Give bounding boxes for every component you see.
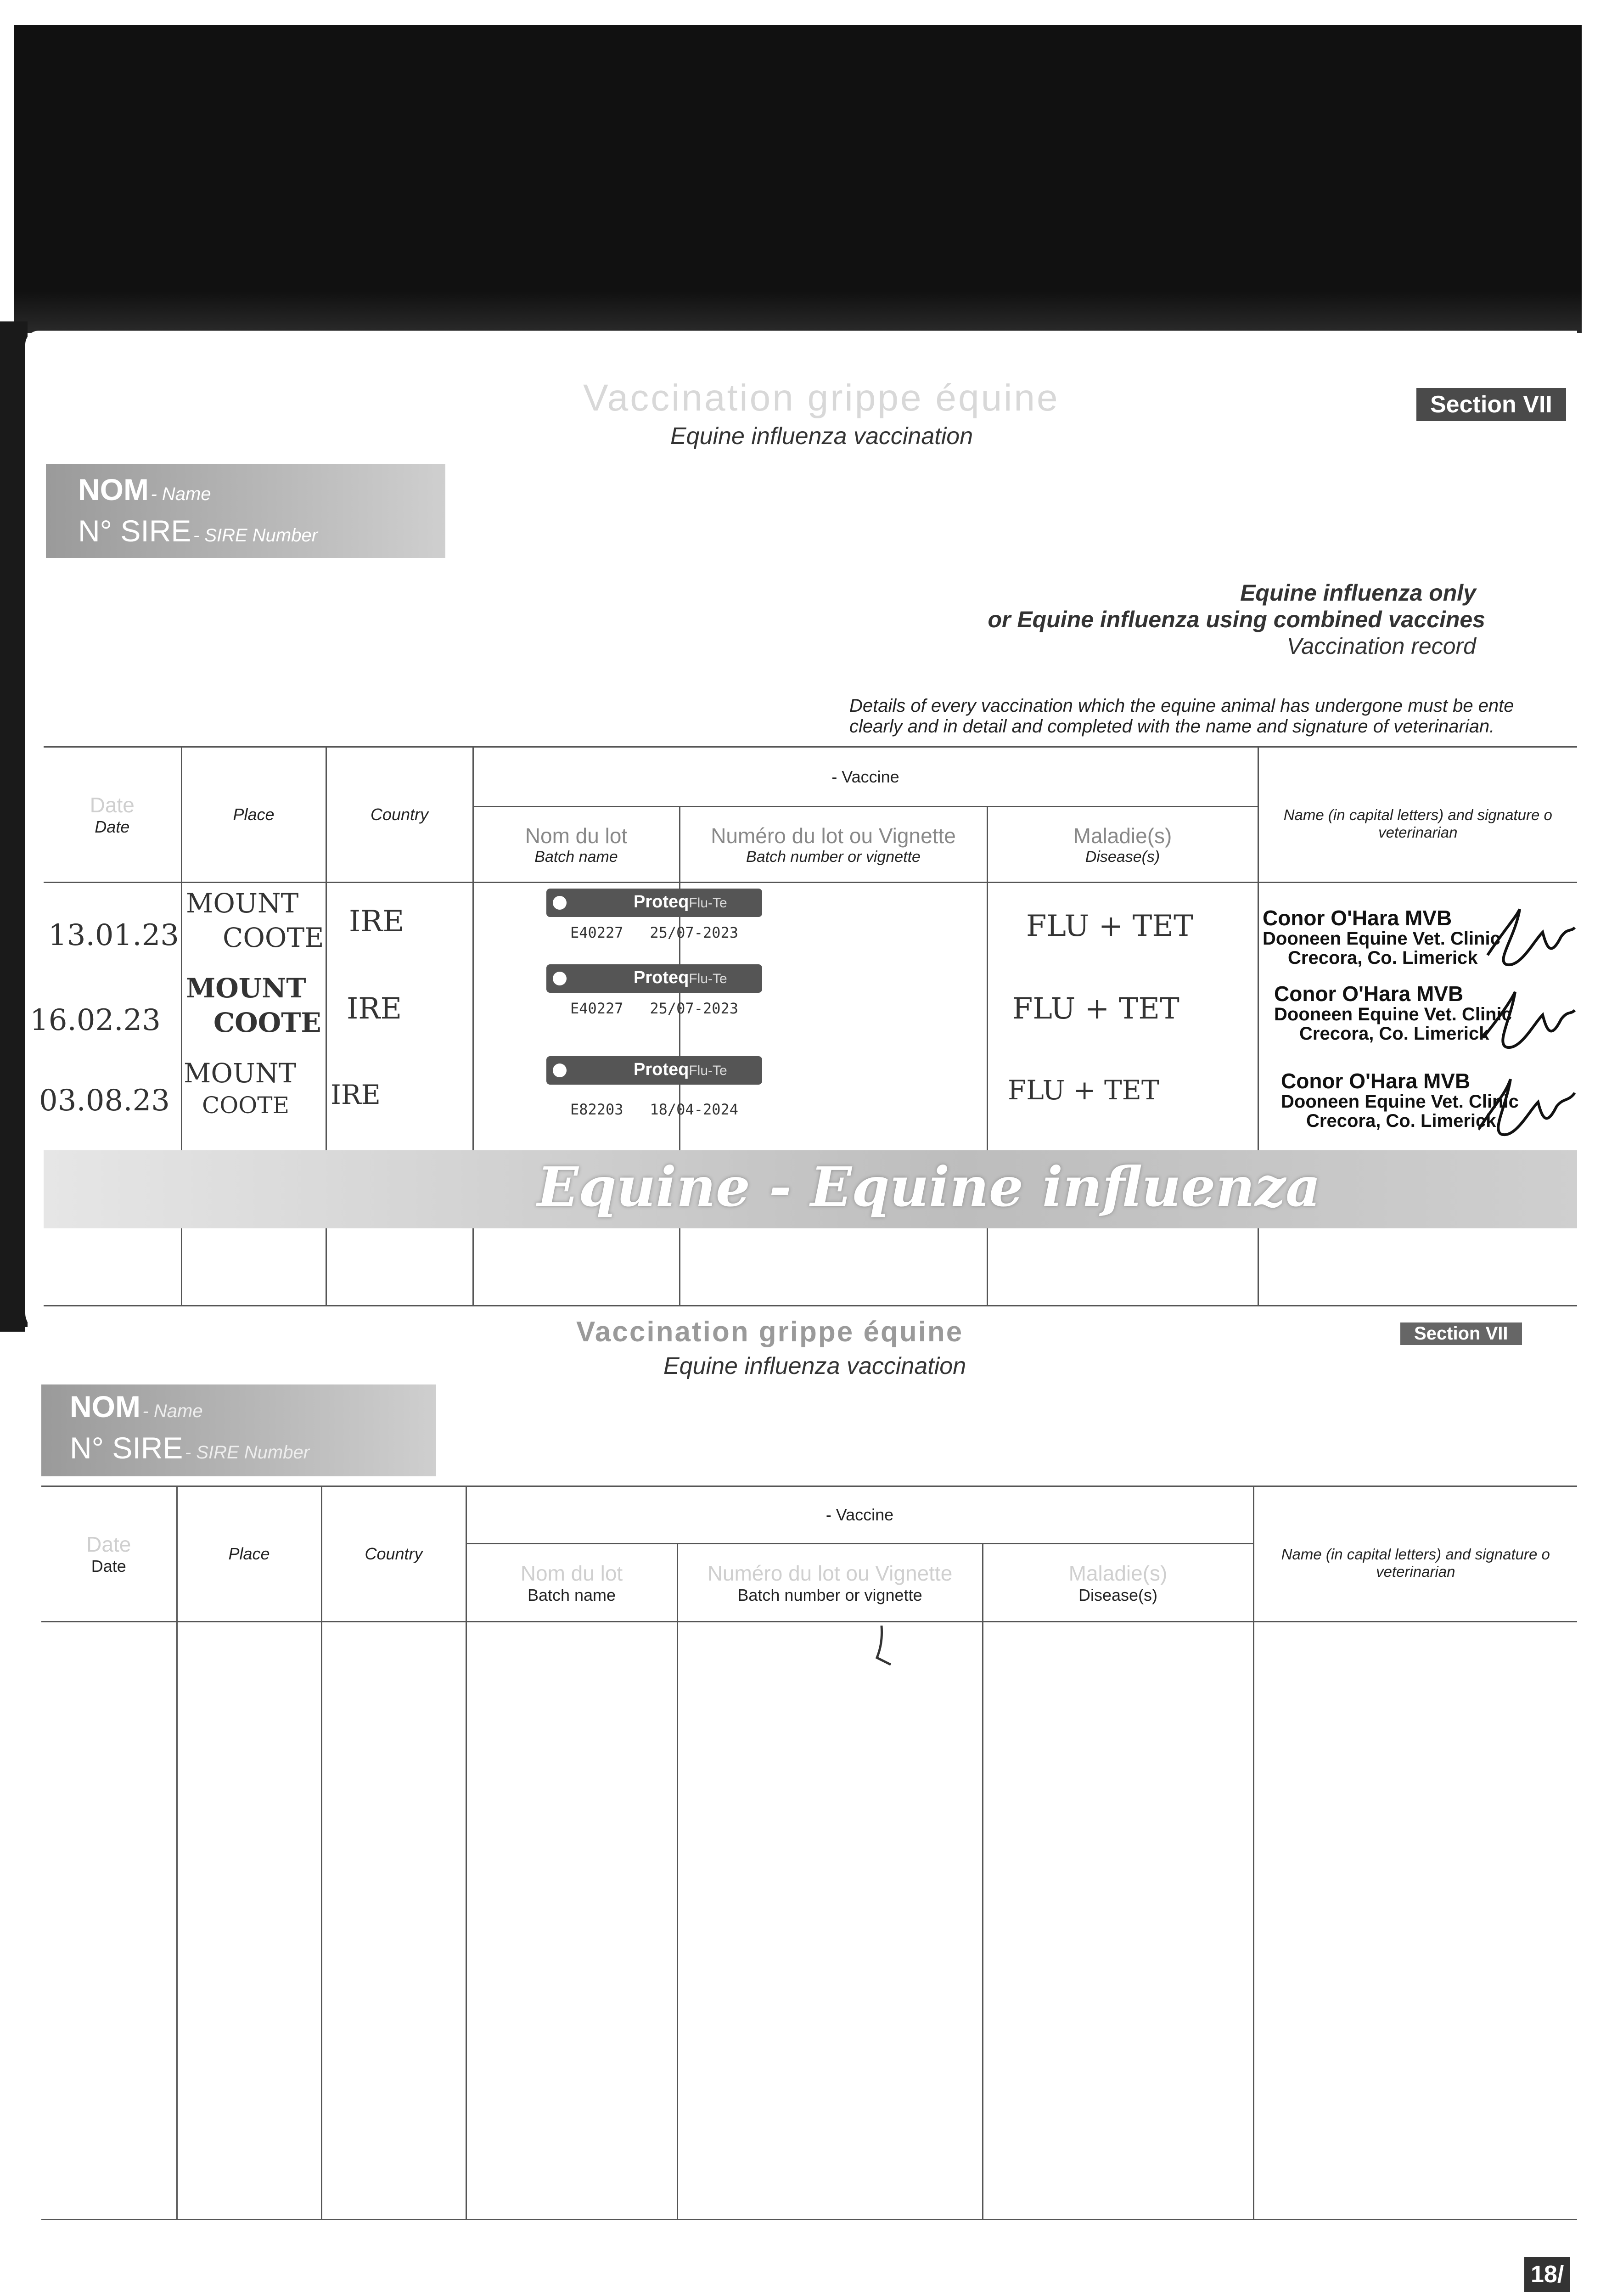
page1-title-fr: Vaccination grippe équine bbox=[583, 377, 1060, 419]
row2-date: 16.02.23 bbox=[30, 1003, 161, 1037]
row1-expiry: 25/07-2023 bbox=[650, 924, 739, 941]
p2-col-veterinarian: Name (in capital letters) and signature o veterinarian bbox=[1253, 1486, 1577, 1622]
page1-section-badge: Section VII bbox=[1416, 388, 1566, 421]
sire-number-label: - SIRE Number bbox=[193, 525, 318, 546]
row2-lot: E40227 bbox=[570, 1000, 623, 1017]
row2-disease: FLU + TET bbox=[1012, 992, 1179, 1026]
scan-dark-top bbox=[14, 25, 1582, 333]
row2-vaccine-label: ProteqFlu-Te E40227 25/07-2023 bbox=[539, 964, 769, 1017]
page2-sire-label: N° SIRE bbox=[70, 1431, 183, 1465]
p2-col-place: Place bbox=[177, 1486, 321, 1622]
page-number: 18/ bbox=[1524, 2257, 1570, 2292]
row1-lot: E40227 bbox=[570, 924, 623, 941]
page2-nom-label: NOM bbox=[70, 1390, 140, 1424]
row3-vet-stamp: Conor O'Hara MVB Dooneen Equine Vet. Clinic Crecora, Co. Limerick bbox=[1281, 1069, 1519, 1131]
record-header bbox=[787, 580, 1485, 659]
record-header-line2-bold: combined vaccines bbox=[1273, 607, 1485, 632]
proteq-logo-icon bbox=[553, 1064, 567, 1077]
row2-country: IRE bbox=[347, 992, 402, 1026]
p2-col-disease: Maladie(s) Disease(s) bbox=[983, 1544, 1253, 1622]
row3-place: MOUNT COOTE bbox=[184, 1058, 297, 1119]
record-header-line2-prefix: or Equine influenza using bbox=[988, 607, 1274, 632]
p2-col-batch-number: Numéro du lot ou Vignette Batch number or vignette bbox=[677, 1544, 983, 1622]
sire-label: N° SIRE bbox=[78, 514, 191, 548]
col-date: Date Date bbox=[44, 747, 181, 883]
page2-name-label: - Name bbox=[142, 1401, 203, 1421]
page2-section-badge: Section VII bbox=[1400, 1322, 1522, 1345]
p2-col-batch-name: Nom du lot Batch name bbox=[466, 1544, 677, 1622]
p2-col-country: Country bbox=[321, 1486, 466, 1622]
page2-title-fr: Vaccination grippe équine bbox=[576, 1316, 964, 1348]
record-header-line1: Equine influenza only bbox=[1240, 580, 1476, 606]
row3-expiry: 18/04-2024 bbox=[650, 1101, 739, 1118]
row1-date: 13.01.23 bbox=[48, 918, 179, 952]
details-text bbox=[849, 696, 1579, 737]
row1-disease: FLU + TET bbox=[1026, 909, 1193, 943]
row3-lot: E82203 bbox=[570, 1101, 623, 1118]
banner-text: Equine - Equine influenza bbox=[537, 1155, 1321, 1219]
col-disease: Maladie(s) Disease(s) bbox=[987, 807, 1258, 883]
row1-vet-stamp: Conor O'Hara MVB Dooneen Equine Vet. Clinic Crecora, Co. Limerick bbox=[1263, 906, 1500, 968]
row1-vaccine-label: ProteqFlu-Te E40227 25/07-2023 bbox=[539, 889, 769, 941]
row1-place: MOUNT COOTE bbox=[186, 888, 324, 954]
name-label: - Name bbox=[151, 484, 211, 504]
row1-country: IRE bbox=[349, 905, 404, 939]
page1-title-en: Equine influenza vaccination bbox=[670, 423, 973, 450]
page2-id-box bbox=[41, 1384, 436, 1476]
row3-disease: FLU + TET bbox=[1008, 1075, 1159, 1106]
row2-vet-stamp: Conor O'Hara MVB Dooneen Equine Vet. Clinic Crecora, Co. Limerick bbox=[1274, 982, 1512, 1044]
row3-date: 03.08.23 bbox=[39, 1084, 170, 1118]
scan-page-edge bbox=[0, 321, 28, 1332]
pen-mark bbox=[868, 1626, 895, 1667]
col-vaccine: - Vaccine bbox=[473, 747, 1258, 807]
details-line2: clearly and in detail and completed with the name and signature of veterinarian. bbox=[849, 716, 1495, 737]
row3-country: IRE bbox=[331, 1079, 381, 1110]
details-line1: Details of every vaccination which the equine animal has undergone must be ente bbox=[849, 696, 1514, 716]
page2-title-en: Equine influenza vaccination bbox=[663, 1353, 966, 1379]
col-batch-number: Numéro du lot ou Vignette Batch number or vignette bbox=[680, 807, 987, 883]
row2-expiry: 25/07-2023 bbox=[650, 1000, 739, 1017]
nom-label: NOM bbox=[78, 473, 149, 506]
row3-vaccine-label: ProteqFlu-Te E82203 18/04-2024 bbox=[539, 1056, 769, 1118]
record-header-line3: Vaccination record bbox=[1286, 633, 1476, 659]
page1-id-box bbox=[46, 464, 445, 558]
proteq-logo-icon bbox=[553, 896, 567, 910]
col-batch-name: Nom du lot Batch name bbox=[473, 807, 680, 883]
p2-col-date: Date Date bbox=[41, 1486, 177, 1622]
proteq-logo-icon bbox=[553, 972, 567, 985]
col-veterinarian: Name (in capital letters) and signature o veterinarian bbox=[1258, 747, 1577, 883]
vet-signatures bbox=[1478, 900, 1577, 1157]
page2-vaccination-table bbox=[41, 1486, 1577, 2220]
col-place: Place bbox=[181, 747, 326, 883]
col-country: Country bbox=[326, 747, 473, 883]
p2-col-vaccine: - Vaccine bbox=[466, 1486, 1253, 1544]
page2-sire-number-label: - SIRE Number bbox=[185, 1442, 310, 1463]
row2-place: MOUNT COOTE bbox=[186, 973, 321, 1039]
